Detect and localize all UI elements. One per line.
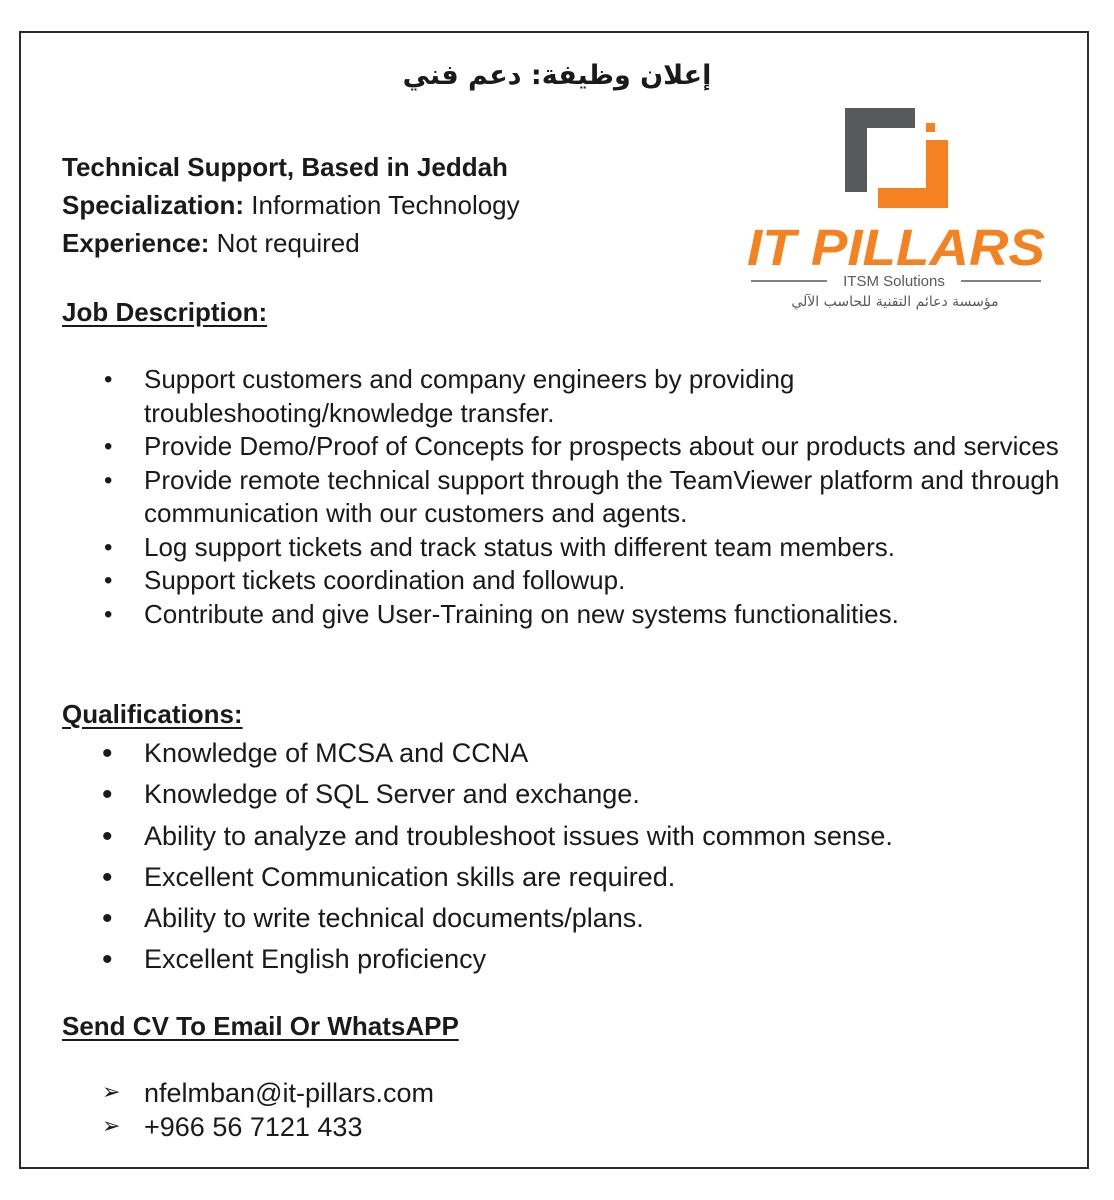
list-item: • Support tickets coordination and followup. [100,564,1060,598]
arabic-title: إعلان وظيفة: دعم فني [402,60,712,91]
qualifications-list [100,733,1060,981]
contact-phone[interactable]: +966 56 7121 433 [144,1112,363,1142]
experience-label: Experience: [62,228,210,258]
list-item: • Knowledge of SQL Server and exchange. [100,774,1060,815]
logo-brand-text: IT PILLARS [747,219,1045,276]
experience-value: Not required [216,228,360,258]
specialization-line [62,186,520,224]
arrow-bullet-icon: ➢ [102,1114,121,1139]
job-header [62,148,520,262]
contact-phone-item [100,1110,434,1144]
list-item: • Log support tickets and track status with different team members. [100,531,1060,565]
list-item: • Contribute and give User-Training on new systems functionalities. [100,598,1060,632]
list-item: • Knowledge of MCSA and CCNA [100,733,1060,774]
specialization-label: Specialization: [62,190,245,220]
list-item: • Excellent Communication skills are required. [100,857,1060,898]
logo-orange-shape [878,140,948,208]
logo-gray-shape [845,108,915,192]
contact-heading: Send CV To Email Or WhatsAPP [62,1011,459,1041]
specialization-value: Information Technology [251,190,520,220]
list-item: • Support customers and company engineers by providing troubleshooting/knowledge transfer. [100,363,1060,430]
logo-orange-shape [926,123,935,132]
logo-tagline: ITSM Solutions [843,273,945,290]
qualifications-heading: Qualifications: [62,699,243,729]
list-item: • Ability to write technical documents/plans. [100,898,1060,939]
list-item: • Provide Demo/Proof of Concepts for prospects about our products and services [100,430,1060,464]
job-title: Technical Support, Based in Jeddah [62,152,508,182]
logo-arabic-name: مؤسسة دعائم التقنية للحاسب الآلي [791,294,999,310]
list-item: • Excellent English proficiency [100,939,1060,980]
arrow-bullet-icon: ➢ [102,1080,121,1105]
list-item: • Provide remote technical support through the TeamViewer platform and through communication with our customers and agents. [100,464,1060,531]
contact-email-item [100,1076,434,1110]
experience-line [62,224,520,262]
job-description-list [100,363,1060,631]
contact-list [100,1076,434,1144]
contact-email[interactable]: nfelmban@it-pillars.com [144,1078,434,1108]
list-item: • Ability to analyze and troubleshoot issues with common sense. [100,816,1060,857]
job-description-heading: Job Description: [62,297,268,327]
company-logo [745,100,1050,315]
